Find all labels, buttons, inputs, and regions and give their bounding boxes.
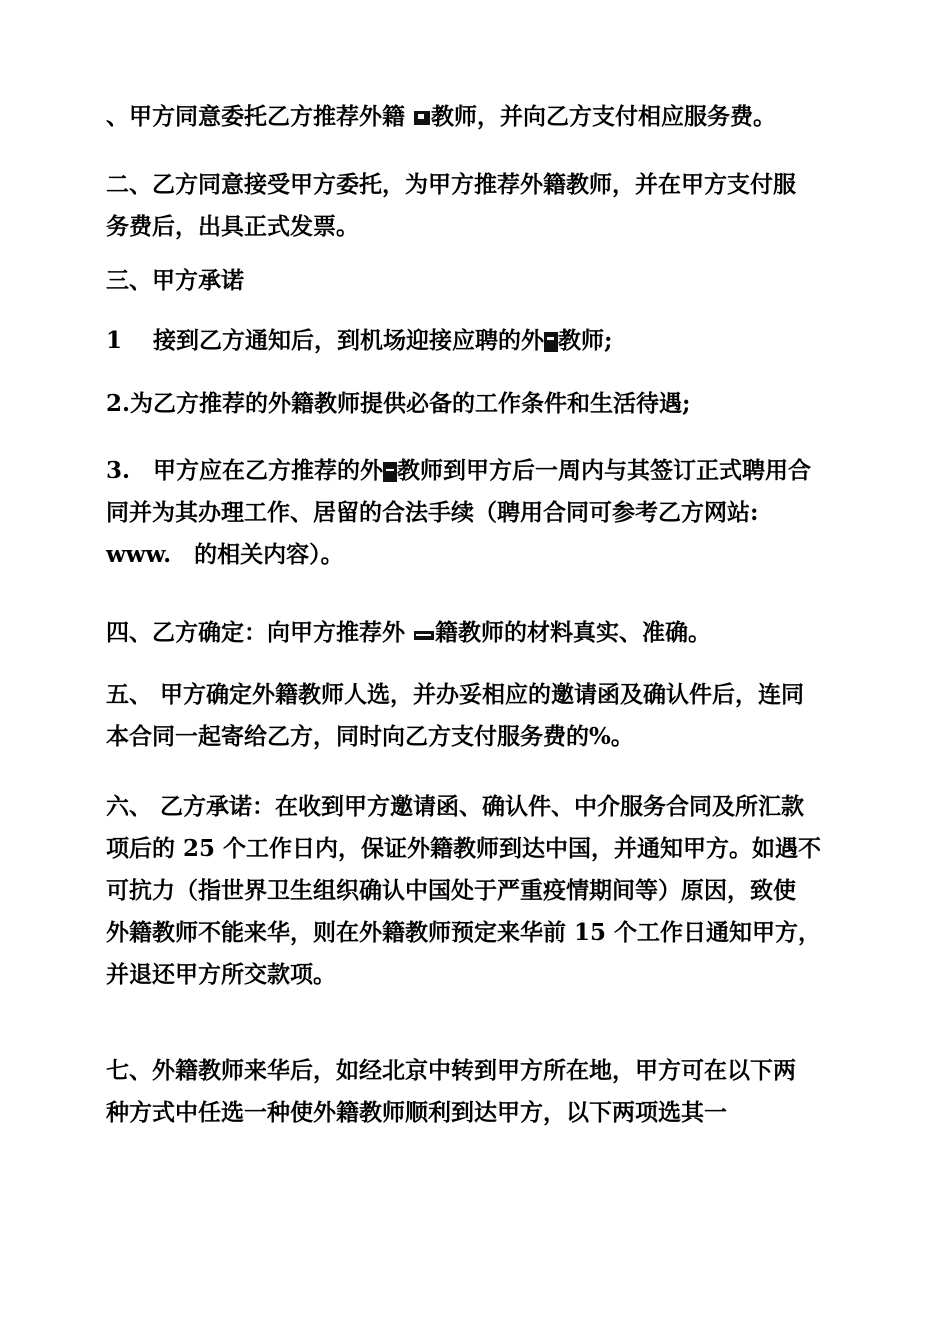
paragraph-9-line-1: 六、 乙方承诺：在收到甲方邀请函、确认件、中介服务合同及所汇款 bbox=[106, 793, 805, 820]
paragraph-5-line-1: 2.为乙方推荐的外籍教师提供必备的工作条件和生活待遇; bbox=[106, 390, 691, 417]
paragraph-2 bbox=[106, 164, 846, 248]
paragraph-9 bbox=[106, 786, 846, 996]
paragraph-8-line-2: 本合同一起寄给乙方，同时向乙方支付服务费的%。 bbox=[106, 723, 634, 750]
paragraph-1 bbox=[106, 96, 846, 138]
paragraph-6 bbox=[106, 450, 846, 576]
paragraph-7-line-1: 四、乙方确定：向甲方推荐外 籍教师的材料真实、准确。 bbox=[106, 619, 712, 646]
paragraph-10 bbox=[106, 1050, 846, 1134]
paragraph-8 bbox=[106, 674, 846, 758]
paragraph-9-line-4: 外籍教师不能来华，则在外籍教师预定来华前 15 个工作日通知甲方， bbox=[106, 919, 822, 946]
paragraph-4-line-1: 1 接到乙方通知后，到机场迎接应聘的外 教师; bbox=[106, 327, 613, 354]
paragraph-9-line-2: 项后的 25 个工作日内，保证外籍教师到达中国，并通知甲方。如遇不 bbox=[106, 835, 822, 862]
scan-artifact-icon bbox=[414, 111, 430, 125]
scan-artifact-icon bbox=[383, 462, 397, 482]
scan-artifact-icon bbox=[414, 631, 434, 640]
scan-artifact-icon bbox=[544, 332, 558, 352]
paragraph-3-line-1: 三、甲方承诺 bbox=[106, 267, 244, 294]
paragraph-1-line-1: 、甲方同意委托乙方推荐外籍 教师，并向乙方支付相应服务费。 bbox=[106, 103, 777, 130]
paragraph-8-line-1: 五、 甲方确定外籍教师人选，并办妥相应的邀请函及确认件后，连同 bbox=[106, 681, 805, 708]
paragraph-9-line-3: 可抗力（指世界卫生组织确认中国处于严重疫情期间等）原因，致使 bbox=[106, 877, 796, 904]
paragraph-6-line-1: 3. 甲方应在乙方推荐的外 教师到甲方后一周内与其签订正式聘用合 bbox=[106, 457, 812, 484]
paragraph-10-line-2: 种方式中任选一种使外籍教师顺利到达甲方，以下两项选其一 bbox=[106, 1099, 727, 1126]
paragraph-6-line-2: 同并为其办理工作、居留的合法手续（聘用合同可参考乙方网站: bbox=[106, 499, 759, 526]
paragraph-4 bbox=[106, 320, 846, 362]
paragraph-10-line-1: 七、外籍教师来华后，如经北京中转到甲方所在地，甲方可在以下两 bbox=[106, 1057, 796, 1084]
paragraph-6-line-3: www. 的相关内容）。 bbox=[106, 541, 344, 568]
paragraph-3-heading bbox=[106, 260, 846, 302]
paragraph-7 bbox=[106, 612, 846, 654]
paragraph-9-line-5: 并退还甲方所交款项。 bbox=[106, 961, 336, 988]
paragraph-2-line-1: 二、乙方同意接受甲方委托，为甲方推荐外籍教师，并在甲方支付服 bbox=[106, 171, 796, 198]
paragraph-2-line-2: 务费后，出具正式发票。 bbox=[106, 213, 359, 240]
paragraph-5 bbox=[106, 383, 846, 425]
